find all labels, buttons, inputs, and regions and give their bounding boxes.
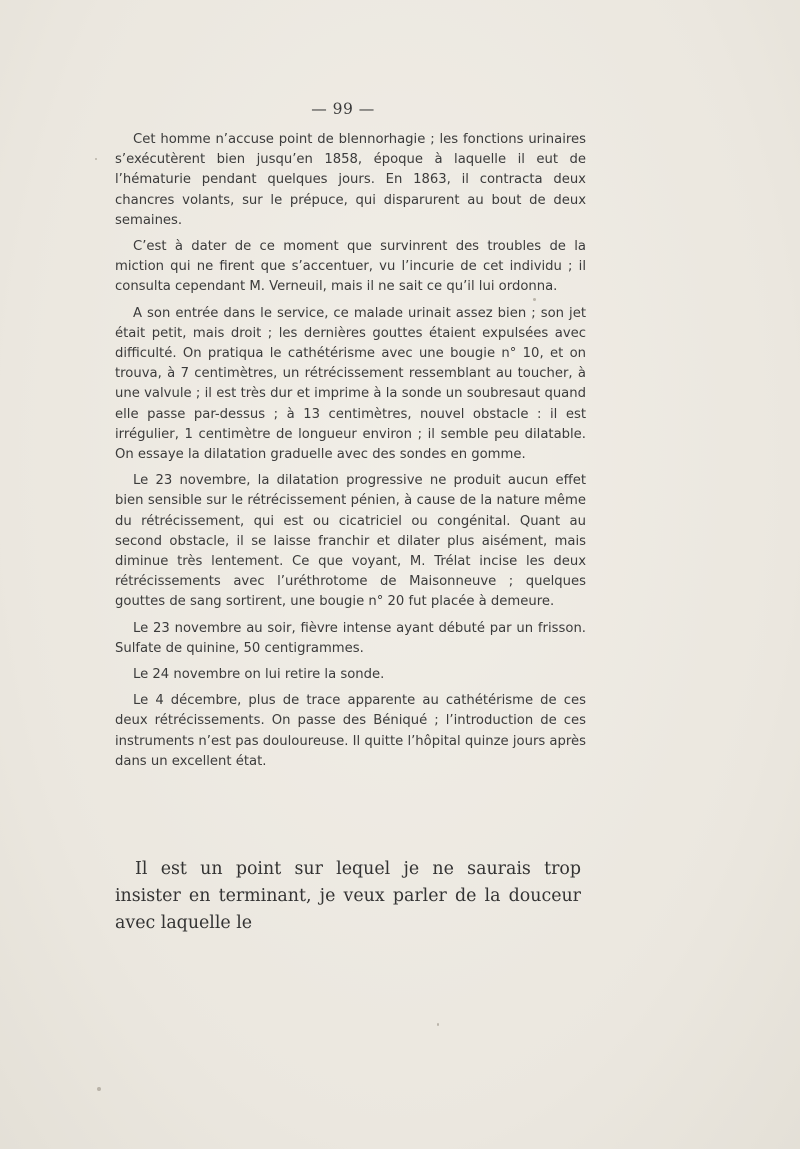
paper-speck [97,1087,101,1091]
paragraph-4: Le 23 novembre, la dilatation progressive ne produit aucun effet bien sensible sur le rétrécissement pénien, à cause de la nature même du rétrécissement, qui est ou cicatriciel ou congénital. Quant au second obstacle, il se laisse franchir et dilater plus aisément, mais diminue très lentement. Ce que voyant, M. Trélat incise les deux rétrécissements avec l’uréthrotome de Maisonneuve ; quelques gouttes de sang sortirent, une bougie n° 20 fut placée à demeure. [115,473,586,610]
paragraph-2: C’est à dater de ce moment que survinrent des troubles de la miction qui ne firent que s’accentuer, vu l’incurie de cet individu ; il consulta cependant M. Verneuil, mais il ne sait ce qu’il lui ordonna. [115,239,586,295]
paragraph-6: Le 24 novembre on lui retire la sonde. [133,667,385,683]
paragraph-5: Le 23 novembre au soir, fièvre intense ayant débuté par un frisson. Sulfate de quinine, 50 centigrammes. [115,620,586,656]
paper-speck [437,1023,439,1026]
paragraph-1: Cet homme n’accuse point de blennorhagie ; les fonctions urinaires s’exécutèrent bien jusqu’en 1858, époque à laquelle il eut de l’hématurie pendant quelques jours. En 1863, il contracta deux chancres volants, sur le prépuce, qui disparurent au bout de deux semaines. [115,132,586,228]
closing-paragraph: Il est un point sur lequel je ne saurais trop insister en terminant, je veux parler de la douceur avec laquelle le [115,859,581,933]
page-number: — 99 — [311,100,375,118]
paragraph-3: A son entrée dans le service, ce malade urinait assez bien ; son jet était petit, mais droit ; les dernières gouttes étaient expulsées avec difficulté. On pratiqua le cathétérisme avec une bougie n° 10, et on trouva, à 7 centimètres, un rétrécissement ressemblant au toucher, à une valvule ; il est très dur et imprime à la sonde un soubresaut quand elle passe par-dessus ; à 13 centimètres, nouvel obstacle : il est irrégulier, 1 centimètre de longueur environ ; il semble peu dilatable. On essaye la dilatation graduelle avec des sondes en gomme. [115,305,586,463]
case-report-text [115,130,586,778]
paragraph-7: Le 4 décembre, plus de trace apparente au cathétérisme de ces deux rétrécissements. On passe des Béniqué ; l’introduction de ces instruments n’est pas douloureuse. Il quitte l’hôpital quinze jours après dans un excellent état. [115,693,586,769]
paper-speck [95,158,97,160]
paper-speck [533,298,536,301]
